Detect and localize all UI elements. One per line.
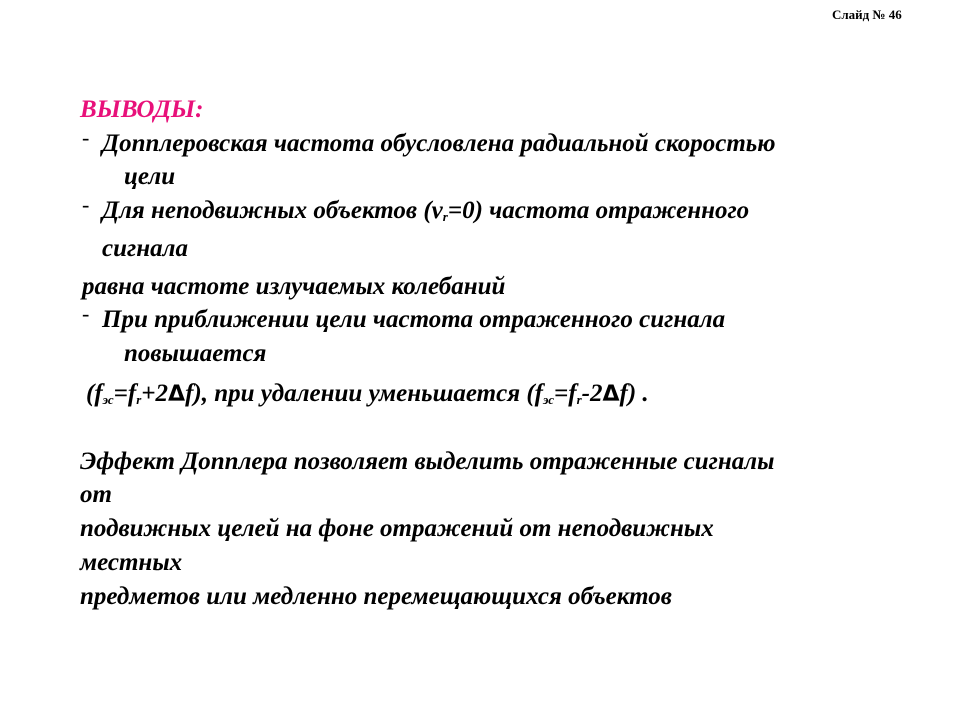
text-fragment: (f: [86, 379, 103, 407]
paragraph-line: предметов или медленно перемещающихся объектов: [80, 582, 672, 610]
subscript: эс: [543, 391, 554, 407]
paragraph-line: подвижных целей на фоне отражений от неподвижных: [80, 515, 714, 542]
text-fragment: +2: [141, 379, 169, 407]
frequency-formula: [80, 377, 920, 411]
delta-symbol: Δ: [602, 381, 620, 407]
delta-symbol: Δ: [168, 381, 186, 407]
bullet-dash: -: [82, 192, 90, 217]
bullet-text-line: цели: [124, 163, 176, 191]
text-fragment: Для неподвижных объектов (v: [102, 197, 443, 224]
bullet-dash: -: [82, 124, 90, 150]
subscript: эс: [102, 391, 114, 407]
text-fragment: =f: [554, 379, 577, 407]
bullet-approaching-target: [80, 303, 920, 371]
text-fragment: =0) частота отраженного: [447, 197, 750, 224]
slide-content: [80, 94, 920, 613]
bullet-text-line: При приближении цели частота отраженного сигнала: [102, 306, 726, 334]
bullet-doppler-frequency: [80, 124, 920, 195]
subscript: r: [136, 391, 142, 407]
subscript: r: [576, 391, 582, 407]
bullet-text-line: Допплеровская частота обусловлена радиальной скоростью: [102, 129, 776, 157]
bullet-text-line: [102, 194, 920, 228]
text-fragment: f) .: [619, 379, 649, 407]
bullet-text-line: повышается: [124, 340, 267, 367]
text-fragment: =f: [113, 379, 137, 407]
subscript: r: [442, 209, 448, 224]
text-fragment: f), при удалении уменьшается (f: [185, 379, 543, 407]
paragraph-line: от: [80, 481, 112, 509]
continuation-line: равна частоте излучаемых колебаний: [82, 272, 506, 300]
conclusions-heading: ВЫВОДЫ:: [80, 96, 204, 123]
paragraph-line: Эффект Допплера позволяет выделить отраженные сигналы: [80, 447, 775, 475]
bullet-stationary-objects: [80, 194, 920, 266]
slide-number: Слайд № 46: [832, 7, 902, 22]
text-fragment: -2: [581, 379, 603, 407]
bullet-dash: -: [82, 301, 90, 327]
paragraph-line: местных: [80, 548, 183, 576]
bullet-text-line: сигнала: [102, 234, 188, 262]
spacer: [80, 411, 920, 445]
doppler-effect-paragraph: [80, 445, 920, 614]
